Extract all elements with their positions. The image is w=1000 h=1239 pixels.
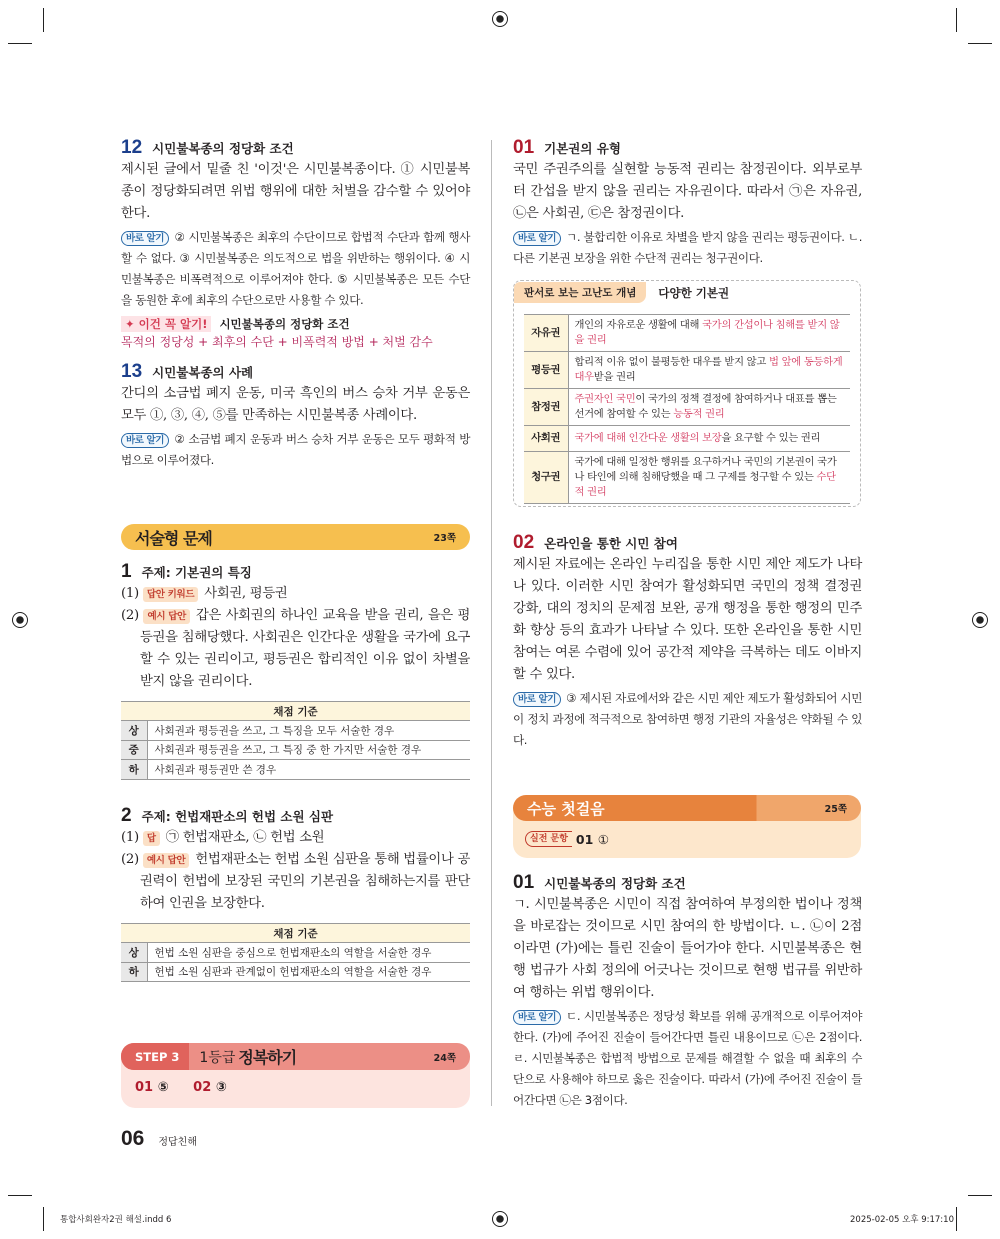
- question-title: 시민불복종의 사례: [152, 365, 254, 380]
- explanation: ㄱ. 시민불복종은 시민이 직접 참여하여 부정의한 법이나 정책을 바로잡는 것이므로 시민 참여의 한 방법이다. ㄴ. ㉡이 2점이라면 (가)에는 틀린 진술이 들어가야 한다. 시민불복종은 현행 법규가 사회 정의에 어긋나는 것이므로 현행 법규를 위반하여 행하는 위법 행위이다.: [513, 897, 862, 1000]
- right-name: 청구권: [524, 452, 568, 504]
- crop-mark: [43, 8, 44, 32]
- text: 이 국가의 정책 결정에 참여하거나 대표를 뽑는 선거에 참여할 수 있는: [574, 393, 837, 420]
- question-number: 02: [513, 532, 535, 553]
- answer-keyword-tag: 답안 키워드: [143, 587, 198, 602]
- crop-mark: [956, 1207, 957, 1231]
- must-know-text: 목적의 정당성 + 최후의 수단 + 비폭력적 방법 + 처벌 감수: [121, 335, 433, 349]
- question-title: 시민불복종의 정당화 조건: [152, 141, 294, 156]
- table-row: [121, 962, 470, 982]
- question-13: [121, 361, 470, 471]
- question-02: [513, 532, 862, 751]
- check-badge: 바로 알기: [121, 231, 169, 246]
- crop-mark: [968, 43, 992, 44]
- crop-mark: [43, 1207, 44, 1231]
- concept-box: [513, 280, 861, 507]
- highlighted-text: 법 앞에 동등하게 대우: [574, 356, 843, 383]
- right-name: 사회권: [524, 426, 568, 452]
- highlighted-text: 능동적 권리: [673, 408, 725, 420]
- highlighted-text: 국가의 간섭이나 침해를 받지 않을 권리: [574, 319, 840, 346]
- table-row: [524, 315, 850, 352]
- answer-tag: 답: [143, 831, 160, 846]
- text: 을 요구할 수 있는 권리: [721, 432, 821, 444]
- item-number: (1): [121, 586, 139, 601]
- grade-cell: 하: [121, 760, 147, 780]
- page-footer: [121, 1127, 197, 1151]
- criteria-cell: 헌법 소원 심판과 관계없이 헌법재판소의 역할을 서술한 경우: [147, 962, 470, 982]
- page-number: 06: [121, 1127, 145, 1150]
- table-row: [121, 943, 470, 963]
- registration-mark-icon: [492, 1211, 508, 1227]
- page-ref: 25쪽: [824, 804, 847, 815]
- text: 국가에 대해 일정한 행위를 요구하거나 국민의 기본권이 국가나 타인에 의해 침해당했을 때 그 구제를 청구할 수 있는: [574, 456, 837, 483]
- sample-answer-tag: 예시 답안: [143, 853, 190, 868]
- practice-question-tag: 실전 문항: [525, 831, 572, 847]
- table-row: [524, 426, 850, 452]
- right-description: [568, 452, 850, 504]
- explanation: 국민 주권주의를 실현할 능동적 권리는 참정권이다. 외부로부터 간섭을 받지 않을 권리는 자유권이다. 따라서 ㉠은 자유권, ㉡은 사회권, ㉢은 참정권이다.: [513, 162, 862, 221]
- question-title: 기본권의 유형: [544, 141, 621, 156]
- crop-mark: [956, 8, 957, 32]
- question-number: 12: [121, 137, 143, 158]
- question-title: 주제: 헌법재판소의 헌법 소원 심판: [141, 809, 334, 824]
- answer-value: ①: [597, 831, 609, 847]
- question-title: 온라인을 통한 시민 참여: [544, 536, 678, 551]
- must-know-badge: ✦ 이건 꼭 알기!: [121, 316, 211, 332]
- scoring-criteria-table: [121, 923, 470, 982]
- explanation: 제시된 글에서 밑줄 친 '이것'은 시민불복종이다. ① 시민불복종이 정당화되려면 위법 행위에 대한 처벌을 감수할 수 있어야 한다.: [121, 162, 470, 221]
- slug-filename: 통합사회완자2권 해설.indd 6: [60, 1215, 172, 1225]
- grade-cell: 중: [121, 740, 147, 760]
- check-text: ㄷ. 시민불복종은 정당성 확보를 위해 공개적으로 이루어져야 한다. (가)에 주어진 진술이 들어간다면 틀린 내용이므로 ㉡은 2점이다. ㄹ. 시민불복종은 합법적 방법으로 문제를 해결할 수 없을 때 최후의 수단으로 사용해야 하므로 옳은 진술이다. 따라서 (가)에 주어진 진술이 들어간다면 ㉡은 3점이다.: [513, 1009, 862, 1107]
- check-text: ㄱ. 불합리한 이유로 차별을 받지 않을 권리는 평등권이다. ㄴ. 다른 기본권 보장을 위한 수단적 권리는 청구권이다.: [513, 230, 862, 265]
- answer-value: ⑤: [157, 1080, 169, 1095]
- crop-mark: [8, 1195, 32, 1196]
- question-number: 13: [121, 361, 143, 382]
- question-number: 1: [121, 561, 132, 582]
- column-divider: [491, 140, 492, 1106]
- criteria-cell: 사회권과 평등권을 쓰고, 그 특징 중 한 가지만 서술한 경우: [147, 740, 470, 760]
- highlighted-text: 국가에 대해 인간다운 생활의 보장: [574, 432, 722, 444]
- explanation: 간디의 소금법 폐지 운동, 미국 흑인의 버스 승차 거부 운동은 모두 ①, ③, ④, ⑤를 만족하는 시민불복종 사례이다.: [121, 386, 470, 423]
- step-label: STEP 3: [121, 1043, 189, 1070]
- table-header: 채점 기준: [121, 702, 470, 721]
- question-title: 시민불복종의 정당화 조건: [544, 876, 686, 891]
- item-number: (2): [121, 608, 139, 623]
- text: 개인의 자유로운 생활에 대해: [574, 319, 703, 331]
- criteria-cell: 사회권과 평등권만 쓴 경우: [147, 760, 470, 780]
- section-title: 수능 첫걸음: [527, 799, 605, 818]
- step3-header: [121, 1043, 470, 1070]
- essay-question-1: [121, 561, 470, 780]
- page-ref: 23쪽: [433, 533, 456, 544]
- step-title-prefix: 1등급: [199, 1049, 236, 1066]
- right-description: [568, 315, 850, 352]
- check-text: ③ 제시된 자료에서와 같은 시민 제안 제도가 활성화되어 시민이 정치 과정에 적극적으로 참여하면 행정 기관의 자율성은 약화될 수 있다.: [513, 691, 862, 747]
- answer-number: 01: [135, 1080, 154, 1095]
- check-text: ② 소금법 폐지 운동과 버스 승차 거부 운동은 모두 평화적 방법으로 이루어졌다.: [121, 432, 470, 467]
- page-ref: 24쪽: [433, 1052, 456, 1064]
- essay-question-2: [121, 805, 470, 982]
- rights-table: [524, 314, 850, 504]
- registration-mark-icon: [972, 612, 988, 628]
- text: 합리적 이유 없이 불평등한 대우를 받지 않고: [574, 356, 769, 368]
- text: 받을 권리: [593, 371, 636, 383]
- question-12: [121, 137, 470, 352]
- answer-number: 01: [575, 831, 594, 847]
- registration-mark-icon: [12, 612, 28, 628]
- concept-tag: 판서로 보는 고난도 개념: [514, 282, 646, 303]
- answer-text: 헌법재판소는 헌법 소원 심판을 통해 법률이나 공권력이 헌법에 보장된 국민의 기본권을 침해하는지를 판단하여 인권을 보장한다.: [140, 852, 470, 911]
- right-name: 참정권: [524, 389, 568, 426]
- table-row: [524, 452, 850, 504]
- must-know-title: 시민불복종의 정당화 조건: [219, 317, 350, 331]
- answer-text: 갑은 사회권의 하나인 교육을 받을 권리, 을은 평등권을 침해당했다. 사회권은 인간다운 생활을 국가에 요구할 수 있는 권리이고, 평등권은 합리적인 이유 없이 차별을 받지 않을 권리이다.: [140, 608, 471, 689]
- suneung-question-01: [513, 872, 862, 1111]
- slug-datetime: 2025-02-05 오후 9:17:10: [850, 1215, 954, 1225]
- check-badge: 바로 알기: [513, 231, 561, 246]
- question-number: 01: [513, 872, 535, 893]
- grade-cell: 하: [121, 962, 147, 982]
- table-row: [121, 760, 470, 780]
- right-description: [568, 426, 850, 452]
- answer-text: 사회권, 평등권: [204, 586, 288, 601]
- table-row: [121, 721, 470, 741]
- question-title: 주제: 기본권의 특징: [141, 565, 252, 580]
- step-title: 정복하기: [238, 1048, 297, 1067]
- answer-value: ③: [215, 1080, 227, 1095]
- explanation: 제시된 자료에는 온라인 누리집을 통한 시민 제안 제도가 나타나 있다. 이러한 시민 참여가 활성화되면 국민의 정책 결정권 강화, 대의 정치의 문제점 보완, 공개 행정을 통한 행정의 민주화 향상 등의 효과가 나타날 수 있다. 또한 온라인을 통한 시민 참여는 여론 수렴에 있어 공간적 제약을 극복하는 데도 이바지할 수 있다.: [513, 557, 862, 682]
- answer-number: 02: [193, 1080, 212, 1095]
- question-number: 2: [121, 805, 132, 826]
- criteria-cell: 사회권과 평등권을 쓰고, 그 특징을 모두 서술한 경우: [147, 721, 470, 741]
- item-number: (1): [121, 830, 139, 845]
- grade-cell: 상: [121, 721, 147, 741]
- right-description: [568, 389, 850, 426]
- crop-mark: [968, 1195, 992, 1196]
- table-row: [524, 352, 850, 389]
- highlighted-text: 수단적 권리: [574, 471, 836, 498]
- check-badge: 바로 알기: [513, 1010, 561, 1025]
- check-text: ② 시민불복종은 최후의 수단이므로 합법적 수단과 함께 행사할 수 없다. ③ 시민불복종은 의도적으로 법을 위반하는 행위이다. ④ 시민불복종은 비폭력적으로 이루어져야 한다. ⑤ 시민불복종은 모든 수단을 동원한 후에 최후의 수단으로만 사용할 수 있다.: [121, 230, 470, 307]
- right-name: 평등권: [524, 352, 568, 389]
- item-number: (2): [121, 852, 139, 867]
- check-badge: 바로 알기: [121, 433, 169, 448]
- answer-text: ㉠ 헌법재판소, ㉡ 헌법 소원: [165, 830, 325, 845]
- book-section-label: 정답친해: [158, 1137, 197, 1148]
- essay-section-header: [121, 524, 470, 550]
- registration-mark-icon: [492, 11, 508, 27]
- criteria-cell: 헌법 소원 심판을 중심으로 헌법재판소의 역할을 서술한 경우: [147, 943, 470, 963]
- question-number: 01: [513, 137, 535, 158]
- concept-title: 다양한 기본권: [658, 285, 730, 300]
- table-row: [121, 740, 470, 760]
- crop-mark: [8, 43, 32, 44]
- question-01: [513, 137, 862, 269]
- highlighted-text: 주권자인 국민: [574, 393, 636, 405]
- right-description: [568, 352, 850, 389]
- scoring-criteria-table: [121, 701, 470, 780]
- suneung-header: [513, 795, 861, 821]
- table-row: [524, 389, 850, 426]
- sample-answer-tag: 예시 답안: [143, 609, 190, 624]
- section-title: 서술형 문제: [135, 528, 212, 548]
- grade-cell: 상: [121, 943, 147, 963]
- table-header: 채점 기준: [121, 924, 470, 943]
- check-badge: 바로 알기: [513, 692, 561, 707]
- right-name: 자유권: [524, 315, 568, 352]
